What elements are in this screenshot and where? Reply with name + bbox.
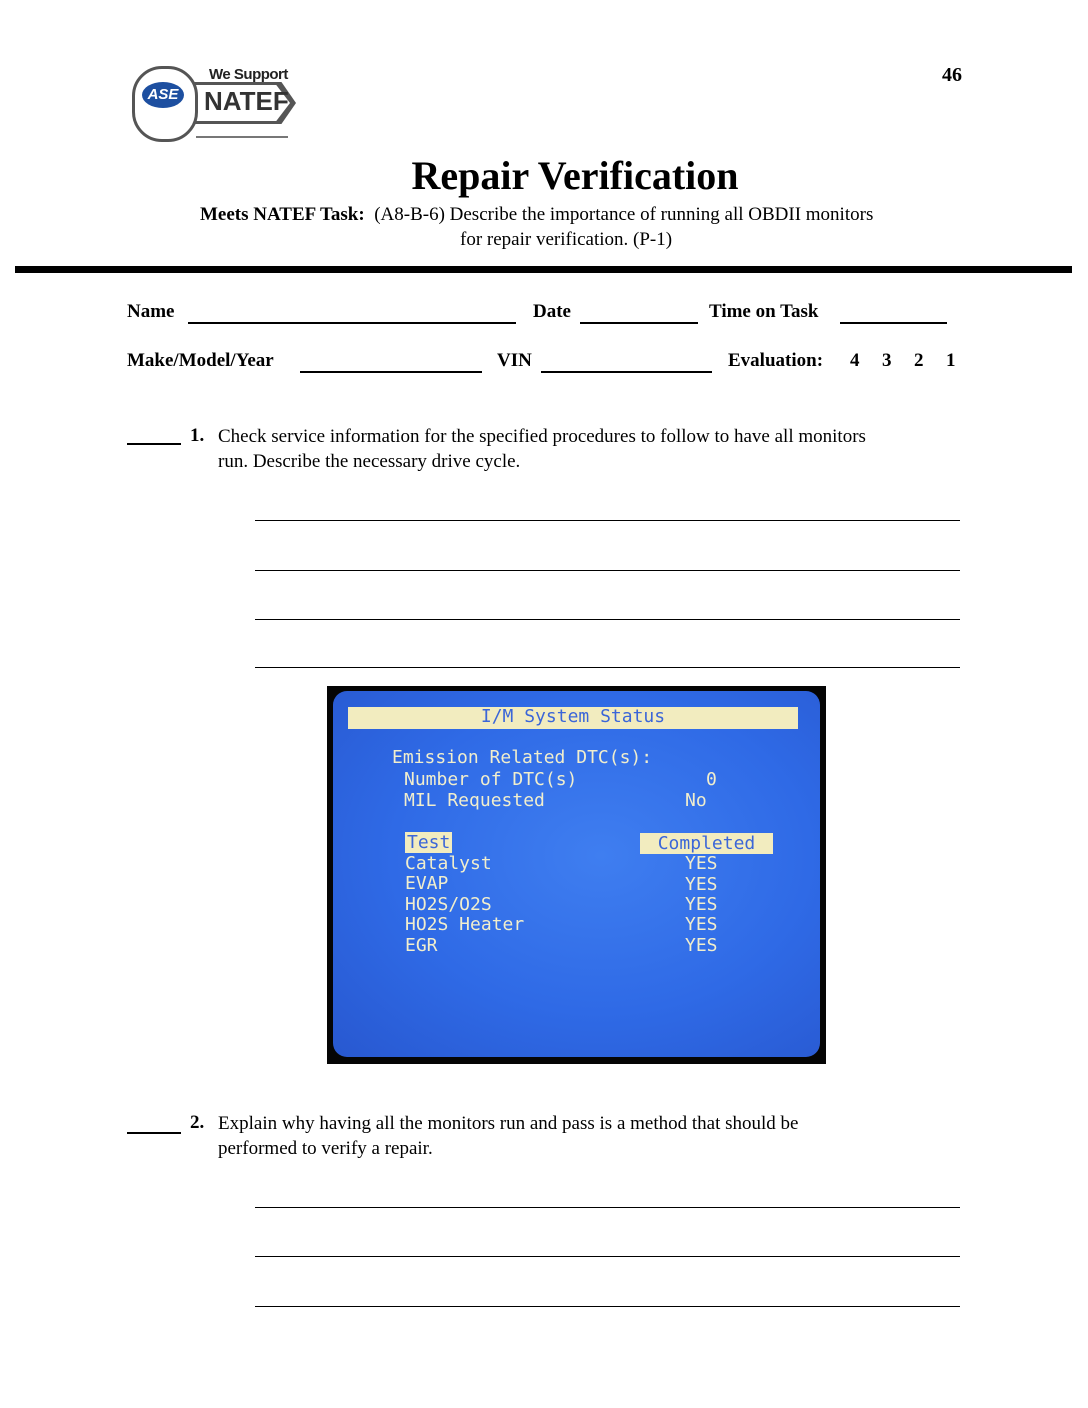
date-label: Date — [533, 301, 571, 322]
screen-row-value: No — [685, 790, 707, 811]
task-text-line1: (A8-B-6) Describe the importance of running all OBDII monitors — [374, 204, 874, 225]
q2-answer-line[interactable] — [255, 1207, 960, 1208]
q1-number: 1. — [190, 425, 205, 446]
q2-text-line1: Explain why having all the monitors run and pass is a method that should be — [218, 1113, 799, 1134]
vin-field[interactable] — [541, 371, 712, 373]
q2-answer-line[interactable] — [255, 1306, 960, 1307]
make-model-year-field[interactable] — [300, 371, 482, 373]
page-number: 46 — [942, 64, 962, 86]
score-2[interactable]: 2 — [914, 350, 924, 371]
q1-text-line2: run. Describe the necessary drive cycle. — [218, 451, 521, 472]
score-3[interactable]: 3 — [882, 350, 892, 371]
screen-row-label: Number of DTC(s) — [404, 769, 578, 790]
score-1[interactable]: 1 — [946, 350, 956, 371]
time-on-task-field[interactable] — [840, 322, 947, 324]
screen-test-header: Test — [407, 832, 451, 853]
date-field[interactable] — [580, 322, 698, 324]
time-on-task-label: Time on Task — [709, 301, 819, 322]
evaluation-label: Evaluation: — [728, 350, 824, 371]
task-text-line2: for repair verification. (P-1) — [460, 229, 673, 250]
screen-test-status: YES — [685, 935, 718, 956]
logo-tagline: We Support — [209, 66, 288, 83]
q2-check-blank[interactable] — [127, 1132, 181, 1134]
task-label: Meets NATEF Task: — [200, 204, 365, 225]
ase-seal: ASE — [142, 82, 184, 108]
screen-section: Emission Related DTC(s): — [392, 747, 653, 768]
screen-test-status: YES — [685, 874, 718, 895]
screen-test-name: HO2S/O2S — [405, 894, 492, 915]
score-4[interactable]: 4 — [850, 350, 860, 371]
q2-number: 2. — [190, 1112, 205, 1133]
q2-text-line2: performed to verify a repair. — [218, 1138, 433, 1159]
screen-test-name: EGR — [405, 935, 438, 956]
screen-test-name: Catalyst — [405, 853, 492, 874]
q1-answer-line[interactable] — [255, 667, 960, 668]
screen-row-value: 0 — [706, 769, 717, 790]
screen-title: I/M System Status — [480, 706, 666, 727]
header-divider — [15, 266, 1072, 273]
screen-row-label: MIL Requested — [404, 790, 545, 811]
natef-logo — [132, 60, 307, 140]
q1-check-blank[interactable] — [127, 443, 181, 445]
screen-test-name: EVAP — [405, 873, 449, 894]
q1-text-line1: Check service information for the specified procedures to follow to have all monitors — [218, 426, 866, 447]
q2-answer-line[interactable] — [255, 1256, 960, 1257]
screen-test-name: HO2S Heater — [405, 914, 525, 935]
screen-test-status: YES — [685, 894, 718, 915]
screen-test-status: YES — [685, 853, 718, 874]
vin-label: VIN — [497, 350, 532, 371]
screen-status-header: Completed — [640, 833, 773, 854]
q1-answer-line[interactable] — [255, 520, 960, 521]
q1-answer-line[interactable] — [255, 619, 960, 620]
q1-answer-line[interactable] — [255, 570, 960, 571]
logo-brand: NATEF — [204, 86, 289, 116]
screen-test-status: YES — [685, 914, 718, 935]
name-field[interactable] — [188, 322, 516, 324]
key-teeth — [196, 126, 288, 138]
make-model-year-label: Make/Model/Year — [127, 350, 274, 371]
page-title: Repair Verification — [411, 153, 739, 198]
task-description — [200, 204, 873, 226]
name-label: Name — [127, 301, 175, 322]
